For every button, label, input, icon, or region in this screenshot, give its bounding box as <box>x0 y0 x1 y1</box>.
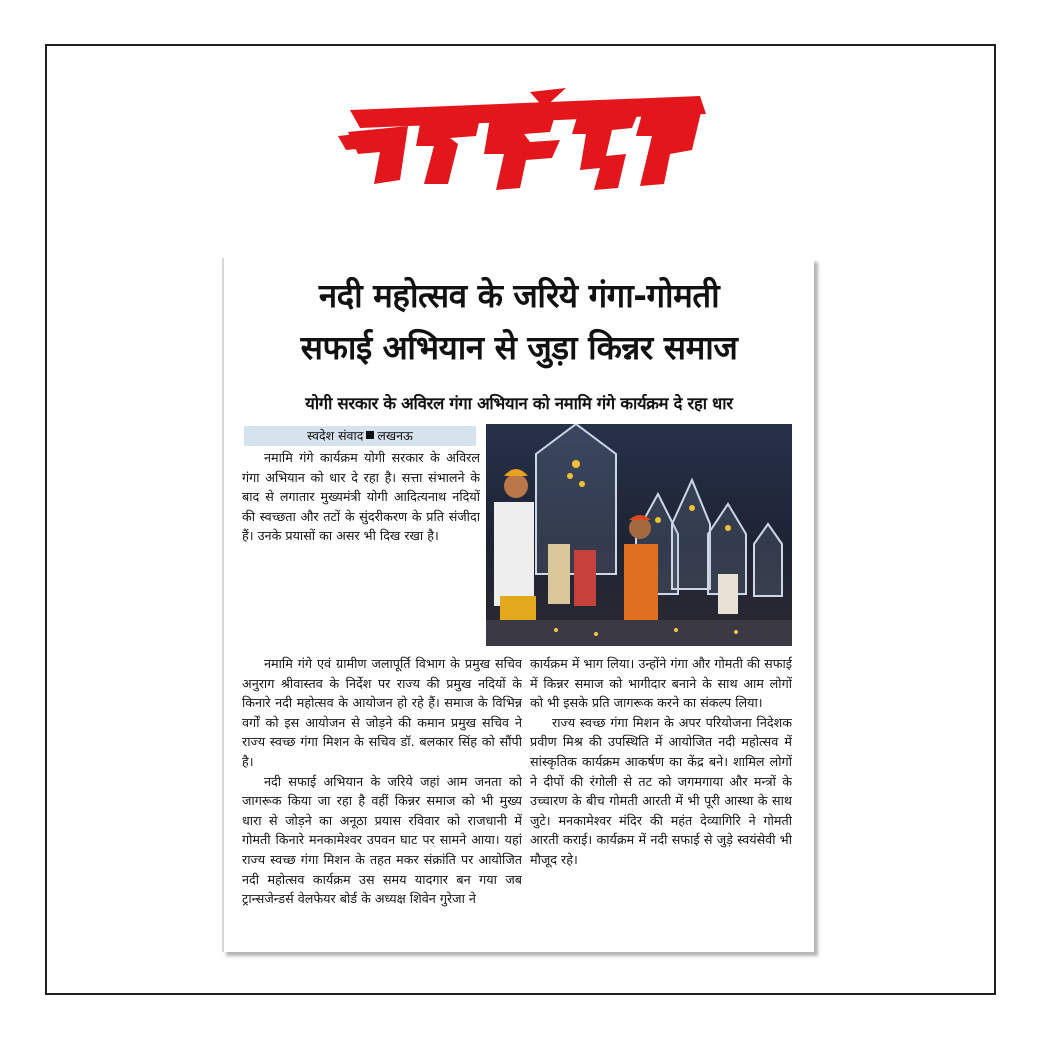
swadesh-logo-graphic <box>330 84 714 200</box>
headline-line-1: नदी महोत्सव के जरिये गंगा-गोमती <box>318 276 720 315</box>
swadesh-logo <box>330 84 714 200</box>
news-clipping <box>222 258 814 952</box>
article-column-right <box>530 654 792 948</box>
paragraph-4: कार्यक्रम में भाग लिया। उन्होंने गंगा और गोमती की सफाई में किन्नर समाज को भागीदार बनाने के साथ आम लोगों को भी इसके प्रति जागरूक करने का संकल्प लिया। <box>530 656 792 711</box>
paragraph-3: नदी सफाई अभियान के जरिये जहां आम जनता को जागरूक किया जा रहा है वहीं किन्नर समाज को भी मुख्य धारा से जोड़ने का अनूठा प्रयास रविवार को राजधानी में गोमती किनारे मनकामेश्वर उपवन घाट पर सामने आया। यहां राज्य स्वच्छ गंगा मिशन के तहत मकर संक्रांति पर आयोजित नदी महोत्सव कार्यक्रम उस समय यादगार बन गया जब ट्रान्सजेन्डर्स वेलफेयर बोर्ड के अध्यक्ष शिवेन गुरेजा ने <box>242 773 522 907</box>
headline-line-2: सफाई अभियान से जुड़ा किन्नर समाज <box>300 328 738 367</box>
news-photo <box>486 424 792 646</box>
subheadline: योगी सरकार के अविरल गंगा अभियान को नमामि गंगे कार्यक्रम दे रहा धार <box>305 394 733 413</box>
paragraph-2: नमामि गंगे एवं ग्रामीण जलापूर्ति विभाग के प्रमुख सचिव अनुराग श्रीवास्तव के निर्देश पर राज्य की प्रमुख नदियों के किनारे नदी महोत्सव के आयोजन हो रहे हैं। समाज के विभिन्न वर्गों को इस आयोजन से जोड़ने की कमान प्रमुख सचिव ने राज्य स्वच्छ गंगा मिशन के सचिव डॉ. बलकार सिंह को सौंपी है। <box>242 656 522 769</box>
dateline <box>244 426 476 446</box>
dateline-source: स्वदेश संवाद <box>307 428 364 443</box>
ganga-aarti-photo-illustration <box>486 424 792 646</box>
dateline-place: लखनऊ <box>377 428 413 443</box>
paragraph-5: राज्य स्वच्छ गंगा मिशन के अपर परियोजना निदेशक प्रवीण मिश्र की उपस्थिति में आयोजित नदी महोत्सव में सांस्कृतिक कार्यक्रम आकर्षण का केंद्र बने। शामिल लोगों ने दीपों की रंगोली से तट को जगमगाया और मन्त्रों के उच्चारण के बीच गोमती आरती में भी पूरी आस्था के साथ जुटे। मनकामेश्वर मंदिर की महंत देव्यागिरि ने गोमती आरती कराई। कार्यक्रम में नदी सफाई से जुड़े स्वयंसेवी भी मौजूद रहे। <box>530 714 792 867</box>
square-bullet-icon <box>366 431 374 439</box>
paragraph-1: नमामि गंगे कार्यक्रम योगी सरकार के अविरल गंगा अभियान को धार दे रहा है। सत्ता संभालने के बाद से लगातार मुख्यमंत्री योगी आदित्यनाथ नदियों की स्वच्छता और तटों के सुंदरीकरण के प्रति संजीदा हैं। उनके प्रयासों का असर भी दिख रखा है। <box>242 450 480 544</box>
article-column-left-top <box>242 448 480 648</box>
article-column-left-bottom <box>242 654 522 948</box>
